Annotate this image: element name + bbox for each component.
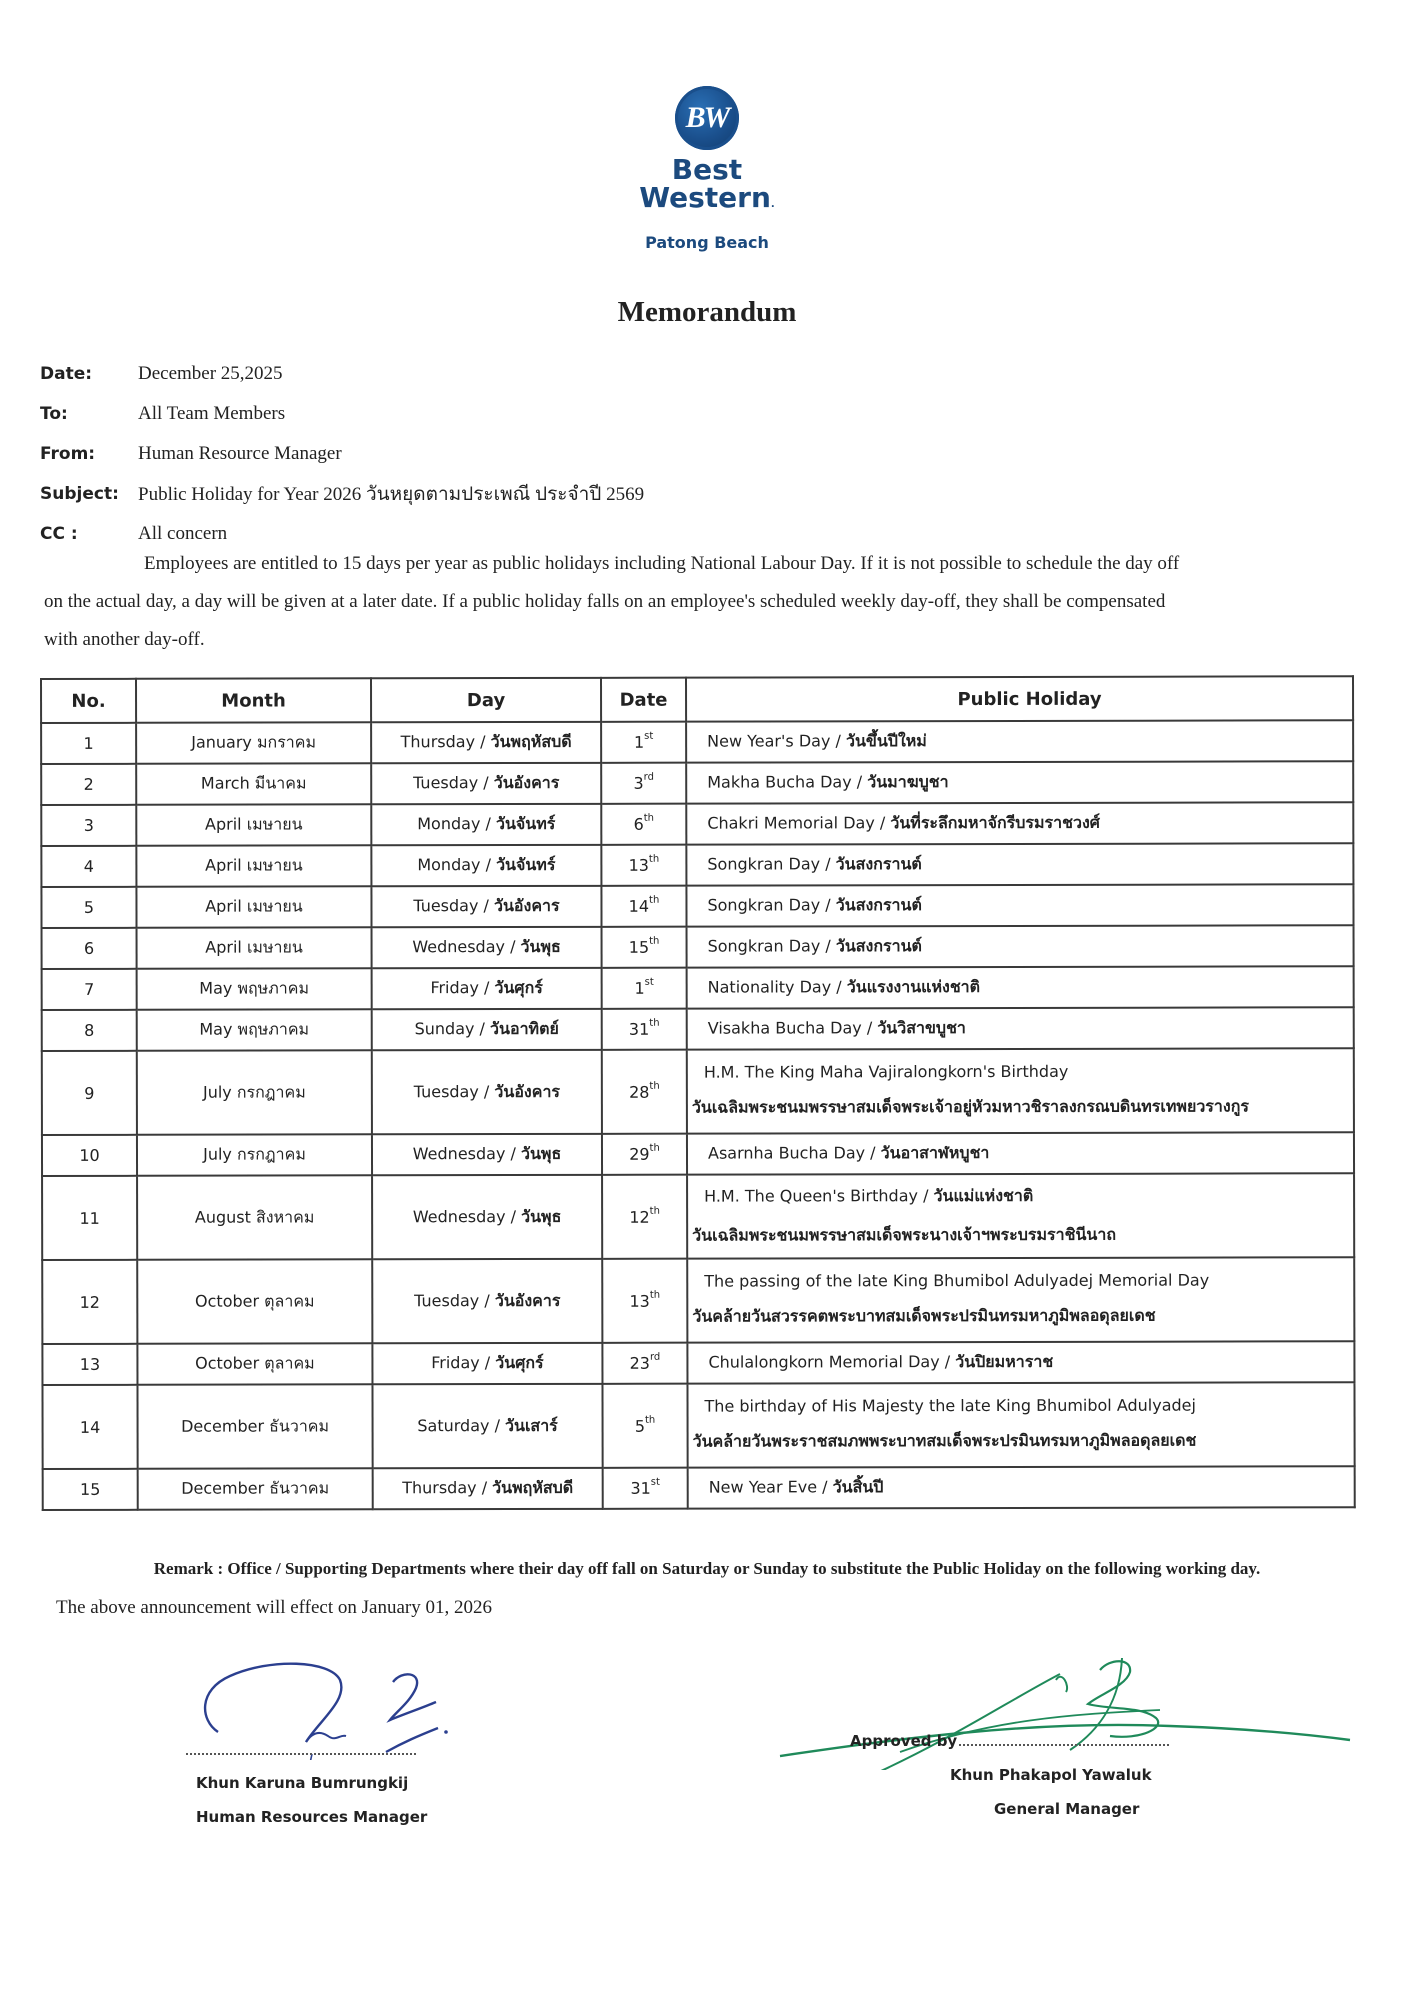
- date-suffix: th: [649, 1017, 660, 1029]
- holiday-th: วันสงกรานต์: [835, 936, 922, 956]
- cell-day: [372, 968, 602, 1009]
- day-th: วันเสาร์: [505, 1415, 558, 1435]
- holiday-en: New Year Eve /: [708, 1477, 833, 1497]
- date-suffix: st: [644, 976, 654, 988]
- subject-field: [40, 474, 644, 514]
- date-suffix: th: [649, 1289, 661, 1301]
- date-suffix: th: [644, 1414, 656, 1426]
- day-en: Friday /: [431, 1353, 496, 1373]
- cell-day: [371, 886, 601, 927]
- date-number: 12: [629, 1207, 650, 1227]
- holiday-en: Songkran Day /: [707, 854, 836, 874]
- to-label: To:: [40, 404, 68, 424]
- date-number: 13: [629, 1291, 650, 1311]
- cc-label: CC :: [40, 524, 78, 544]
- day-th: วันจันทร์: [496, 854, 556, 875]
- table-row: [42, 1382, 1354, 1469]
- date-suffix: th: [649, 1205, 660, 1217]
- date-suffix: rd: [649, 1351, 661, 1363]
- cell-month: December ธันวาคม: [137, 1384, 372, 1468]
- cell-day: [371, 804, 601, 845]
- date-suffix: rd: [643, 771, 654, 783]
- date-number: 14: [628, 896, 650, 916]
- cell-holiday: [687, 1341, 1354, 1383]
- cell-day: [372, 1259, 602, 1343]
- holiday-th: วันสงกรานต์: [835, 895, 922, 915]
- holiday-line-1: [704, 1061, 1353, 1081]
- day-th: วันอังคาร: [493, 772, 560, 793]
- day-en: Monday /: [417, 855, 497, 875]
- holiday-line-1: [708, 1015, 1353, 1041]
- date-field: [40, 354, 644, 394]
- holiday-line-1: [708, 933, 1353, 959]
- holiday-th: วันวิสาขบูชา: [877, 1018, 966, 1038]
- day-en: Tuesday /: [413, 1081, 495, 1101]
- holiday-th: วันสงกรานต์: [835, 854, 922, 874]
- holiday-line-1: [707, 769, 1352, 795]
- holiday-th: วันแรงงานแห่งชาติ: [846, 977, 981, 997]
- cell-day: [372, 1343, 602, 1384]
- table-row: [42, 925, 1354, 969]
- holiday-line-1: [709, 1474, 1354, 1500]
- cell-no: 9: [42, 1051, 137, 1135]
- date-suffix: th: [649, 1080, 660, 1092]
- day-en: Wednesday /: [412, 1143, 522, 1164]
- holiday-line-1: [704, 1183, 1353, 1209]
- cell-no: 6: [42, 928, 137, 969]
- table-row: [41, 720, 1353, 764]
- table-row: [42, 1048, 1354, 1135]
- brand-location: Patong Beach: [645, 233, 769, 252]
- cell-date: [603, 1468, 688, 1509]
- cell-no: 11: [42, 1176, 137, 1260]
- date-number: 3: [633, 773, 644, 793]
- gm-signature-block: [770, 1640, 1360, 1840]
- holiday-table: [40, 675, 1356, 1511]
- cell-month: July กรกฎาคม: [137, 1050, 372, 1134]
- cell-month: August สิงหาคม: [137, 1175, 372, 1259]
- holiday-en: Nationality Day /: [707, 977, 847, 997]
- holiday-line-1: [707, 810, 1352, 836]
- cell-date: [601, 722, 686, 763]
- memo-header: [40, 354, 644, 554]
- cell-date: [602, 1384, 687, 1468]
- date-number: 6: [633, 814, 644, 834]
- cell-date: [601, 886, 686, 927]
- date-number: 1: [633, 732, 645, 752]
- col-header-date: Date: [601, 678, 686, 722]
- cell-date: [602, 1175, 687, 1259]
- hotel-logo: [0, 86, 1414, 252]
- brand-name: [0, 153, 1414, 219]
- day-th: วันพุธ: [521, 1206, 562, 1226]
- holiday-en: Songkran Day /: [707, 895, 836, 915]
- cell-month: May พฤษภาคม: [137, 1009, 372, 1050]
- cell-month: April เมษายน: [137, 927, 372, 968]
- table-row: [41, 802, 1353, 846]
- holiday-th: วันขึ้นปีใหม่: [845, 731, 927, 751]
- cell-date: [602, 1343, 687, 1384]
- day-en: Tuesday /: [413, 896, 495, 916]
- cell-day: [373, 1468, 603, 1509]
- gm-signature-icon: [770, 1640, 1360, 1770]
- holiday-en: Makha Bucha Day /: [707, 772, 868, 792]
- cell-date: [602, 1259, 687, 1343]
- subject-label: Subject:: [40, 484, 119, 504]
- col-header-day: Day: [371, 678, 601, 722]
- holiday-line-1: [708, 1349, 1353, 1375]
- table-row: [41, 761, 1353, 805]
- holiday-en: Chakri Memorial Day /: [707, 813, 891, 833]
- cell-month: December ธันวาคม: [138, 1468, 373, 1509]
- cell-day: [371, 845, 601, 886]
- cell-month: May พฤษภาคม: [137, 968, 372, 1009]
- to-value: All Team Members: [138, 403, 286, 424]
- brand-line-1: Best: [671, 153, 743, 186]
- date-number: 28: [629, 1082, 650, 1102]
- from-value: Human Resource Manager: [138, 443, 342, 464]
- holiday-en: The birthday of His Majesty the late King Bhumibol Adulyadej: [704, 1395, 1196, 1416]
- day-en: Tuesday /: [413, 773, 494, 793]
- cell-no: 3: [41, 805, 136, 846]
- from-label: From:: [40, 444, 96, 464]
- cell-no: 8: [42, 1010, 137, 1051]
- holiday-line-2: วันคล้ายวันสวรรคตพระบาทสมเด็จพระปรมินทรมหาภูมิพลอดุลยเดช: [692, 1305, 1156, 1326]
- date-value: December 25,2025: [138, 363, 283, 384]
- day-th: วันศุกร์: [494, 977, 543, 998]
- table-row: [42, 1257, 1354, 1344]
- holiday-th: วันอาสาฬหบูชา: [880, 1143, 990, 1163]
- cell-month: July กรกฎาคม: [137, 1134, 372, 1175]
- intro-paragraph: [44, 545, 1284, 659]
- cell-no: 4: [41, 846, 136, 887]
- holiday-line-1: [704, 1270, 1353, 1290]
- cell-no: 14: [42, 1385, 137, 1469]
- cell-month: April เมษายน: [136, 845, 371, 886]
- cell-day: [371, 763, 601, 804]
- holiday-en: H.M. The Queen's Birthday /: [704, 1186, 934, 1206]
- cell-holiday: [686, 802, 1353, 844]
- holiday-en: Chulalongkorn Memorial Day /: [708, 1352, 956, 1372]
- holiday-line-2: วันเฉลิมพระชนมพรรษาสมเด็จพระนางเจ้าฯพระบรมราชินีนาถ: [692, 1224, 1117, 1245]
- day-th: วันพุธ: [520, 1143, 562, 1163]
- cell-holiday: [687, 1173, 1354, 1258]
- from-field: [40, 434, 644, 474]
- approved-by-label: Approved by: [850, 1732, 958, 1750]
- table-row: [42, 966, 1354, 1010]
- cell-holiday: [687, 925, 1354, 967]
- cell-month: March มีนาคม: [136, 763, 371, 804]
- bw-badge-icon: BW: [675, 86, 739, 150]
- day-en: Sunday /: [414, 1019, 491, 1039]
- hr-signature-icon: [190, 1650, 490, 1760]
- cell-holiday: [687, 1048, 1354, 1133]
- holiday-line-1: [705, 1395, 1354, 1415]
- signature-line: [186, 1753, 416, 1755]
- cell-holiday: [686, 843, 1353, 885]
- holiday-line-1: [708, 1140, 1353, 1166]
- table-row: [42, 1173, 1354, 1260]
- date-suffix: st: [650, 1476, 660, 1488]
- cell-no: 5: [41, 887, 136, 928]
- holiday-th: วันสิ้นปี: [832, 1477, 884, 1497]
- holiday-th: วันแม่แห่งชาติ: [933, 1185, 1034, 1206]
- cell-no: 12: [42, 1260, 137, 1344]
- cell-date: [602, 1009, 687, 1050]
- day-en: Wednesday /: [412, 1206, 522, 1226]
- cell-month: April เมษายน: [136, 886, 371, 927]
- day-th: วันพฤหัสบดี: [490, 731, 572, 752]
- day-th: วันอังคาร: [493, 895, 560, 916]
- signature-line: [959, 1744, 1169, 1746]
- cell-holiday: [687, 966, 1354, 1008]
- day-en: Saturday /: [417, 1415, 506, 1435]
- cell-date: [602, 968, 687, 1009]
- holiday-th: วันที่ระลึกมหาจักรีบรมราชวงศ์: [890, 812, 1100, 833]
- cell-no: 13: [42, 1344, 137, 1385]
- subject-value: Public Holiday for Year 2026 วันหยุดตามประเพณี ประจำปี 2569: [138, 484, 645, 505]
- cell-day: [372, 927, 602, 968]
- holiday-line-1: [707, 851, 1352, 877]
- cell-day: [372, 1050, 602, 1134]
- holiday-en: Songkran Day /: [707, 936, 836, 956]
- holiday-en: Asarnha Bucha Day /: [707, 1143, 881, 1163]
- date-suffix: th: [643, 812, 655, 824]
- date-number: 23: [629, 1353, 650, 1373]
- date-number: 29: [629, 1144, 650, 1164]
- cell-holiday: [686, 884, 1353, 926]
- cell-no: 10: [42, 1135, 137, 1176]
- date-suffix: st: [644, 730, 654, 742]
- date-suffix: th: [649, 1142, 660, 1154]
- to-field: [40, 394, 644, 434]
- holiday-line-2: วันคล้ายวันพระราชสมภพพระบาทสมเด็จพระปรมินทรมหาภูมิพลอดุลยเดช: [692, 1430, 1197, 1451]
- day-en: Tuesday /: [414, 1290, 495, 1310]
- cell-no: 7: [42, 969, 137, 1010]
- cell-date: [601, 845, 686, 886]
- cell-day: [372, 1384, 602, 1468]
- day-th: วันพฤหัสบดี: [492, 1477, 574, 1498]
- intro-line-2: on the actual day, a day will be given at a later date. If a public holiday falls on an employee's scheduled weekly day-off, they shall be compensated: [44, 591, 1166, 612]
- date-number: 13: [628, 855, 649, 875]
- holiday-en: Visakha Bucha Day /: [707, 1018, 878, 1038]
- cell-day: [372, 1134, 602, 1175]
- cell-no: 1: [41, 723, 136, 764]
- cell-date: [602, 1050, 687, 1134]
- holiday-line-2: วันเฉลิมพระชนมพรรษาสมเด็จพระเจ้าอยู่หัวมหาวชิราลงกรณบดินทรเทพยวรางกูร: [691, 1096, 1249, 1117]
- gm-signer-name: Khun Phakapol Yawaluk: [950, 1766, 1152, 1784]
- memo-title: Memorandum: [617, 296, 797, 328]
- remark-note: Remark : Office / Supporting Departments where their day off fall on Saturday or Sunday to substitute the Public Holiday on the following working day.: [153, 1559, 1261, 1578]
- date-suffix: th: [648, 853, 660, 865]
- cell-month: October ตุลาคม: [137, 1259, 372, 1343]
- table-row: [41, 843, 1353, 887]
- holiday-table-body: [41, 720, 1355, 1510]
- cell-no: 15: [43, 1469, 138, 1510]
- cell-month: October ตุลาคม: [137, 1343, 372, 1384]
- day-th: วันอังคาร: [494, 1290, 561, 1310]
- table-row: [42, 1341, 1354, 1385]
- gm-signer-title: General Manager: [994, 1800, 1140, 1818]
- date-number: 31: [628, 1019, 650, 1039]
- cell-day: [372, 1009, 602, 1050]
- date-suffix: th: [649, 935, 660, 947]
- date-number: 1: [634, 978, 645, 998]
- hr-signer-title: Human Resources Manager: [196, 1808, 428, 1826]
- cell-holiday: [687, 1007, 1354, 1049]
- cell-holiday: [686, 761, 1353, 803]
- day-en: Thursday /: [402, 1478, 493, 1498]
- intro-line-1: Employees are entitled to 15 days per year as public holidays including National Labour Day. If it is not possible to schedule the day off: [144, 553, 1180, 574]
- table-row: [42, 1007, 1354, 1051]
- cell-holiday: [687, 1382, 1354, 1467]
- col-header-no: No.: [41, 679, 136, 723]
- holiday-line-1: [707, 892, 1352, 918]
- date-number: 5: [634, 1416, 646, 1436]
- cell-holiday: [687, 1132, 1354, 1174]
- day-en: Friday /: [430, 978, 495, 998]
- cell-day: [371, 722, 601, 763]
- hr-signer-name: Khun Karuna Bumrungkij: [196, 1774, 409, 1792]
- effective-date-note: The above announcement will effect on January 01, 2026: [56, 1597, 492, 1618]
- holiday-en: The passing of the late King Bhumibol Adulyadej Memorial Day: [704, 1270, 1210, 1291]
- intro-line-3: with another day-off.: [44, 629, 205, 650]
- holiday-en: New Year's Day /: [707, 731, 846, 751]
- holiday-th: วันปิยมหาราช: [955, 1351, 1054, 1372]
- holiday-line-1: [708, 974, 1353, 1000]
- date-number: 15: [628, 937, 650, 957]
- date-suffix: th: [649, 894, 660, 906]
- day-th: วันจันทร์: [495, 813, 556, 834]
- table-row: [42, 1132, 1354, 1176]
- table-header-row: [41, 676, 1353, 723]
- cell-day: [372, 1175, 602, 1259]
- cell-holiday: [687, 1257, 1354, 1342]
- col-header-month: Month: [136, 678, 371, 722]
- day-en: Monday /: [417, 814, 496, 834]
- date-number: 31: [630, 1478, 651, 1498]
- approved-by-line: [850, 1732, 1169, 1750]
- cc-value: All concern: [138, 523, 228, 544]
- table-row: [41, 884, 1353, 928]
- holiday-th: วันมาฆบูชา: [867, 772, 949, 792]
- brand-line-2: Western.: [639, 181, 775, 214]
- table-row: [43, 1466, 1355, 1510]
- day-en: Wednesday /: [412, 936, 521, 957]
- cell-month: January มกราคม: [136, 722, 371, 763]
- holiday-line-1: [707, 728, 1352, 754]
- cell-holiday: [686, 720, 1353, 762]
- cell-holiday: [688, 1466, 1355, 1508]
- cell-date: [602, 1134, 687, 1175]
- day-th: วันอังคาร: [494, 1081, 561, 1101]
- day-th: วันพุธ: [520, 936, 561, 956]
- cell-date: [601, 804, 686, 845]
- col-header-holiday: Public Holiday: [686, 676, 1353, 721]
- day-th: วันอาทิตย์: [490, 1018, 559, 1039]
- cell-no: 2: [41, 764, 136, 805]
- cell-date: [601, 763, 686, 804]
- cell-date: [602, 927, 687, 968]
- day-en: Thursday /: [400, 732, 491, 752]
- cell-month: April เมษายน: [136, 804, 371, 845]
- date-label: Date:: [40, 364, 93, 384]
- day-th: วันศุกร์: [495, 1352, 544, 1373]
- holiday-en: H.M. The King Maha Vajiralongkorn's Birthday: [703, 1061, 1069, 1082]
